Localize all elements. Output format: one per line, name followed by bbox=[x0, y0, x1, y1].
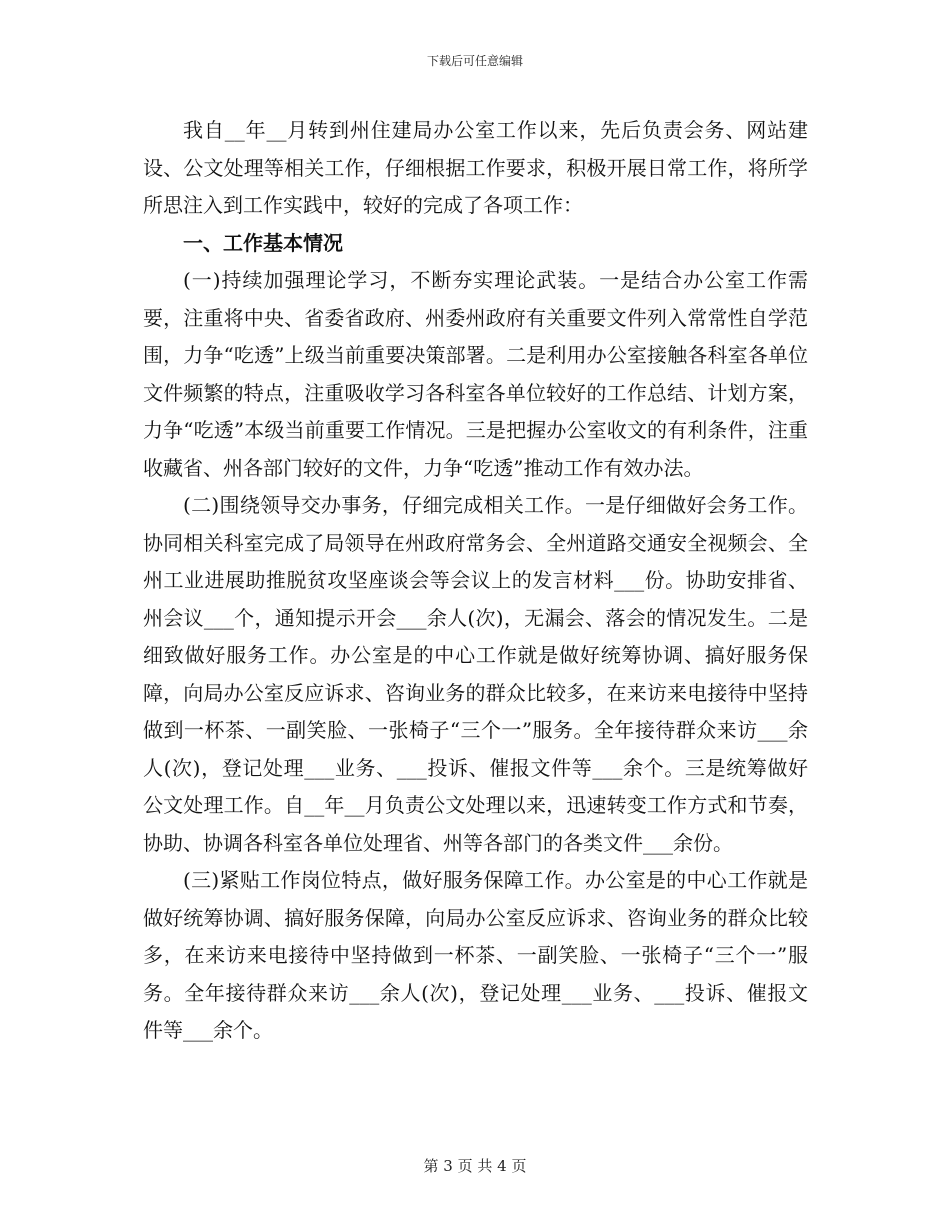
section-heading: 一、工作基本情况 bbox=[183, 230, 343, 255]
page-header: 下载后可任意编辑 bbox=[426, 54, 523, 68]
document-body bbox=[143, 112, 808, 1050]
intro-paragraph: 我自__年__月转到州住建局办公室工作以来，先后负责会务、网站建设、公文处理等相关工作，仔细根据工作要求，积极开展日常工作，将所学所思注入到工作实践中，较好的完成了各项工作： bbox=[143, 118, 808, 217]
page-number: 第 3 页 共 4 页 bbox=[423, 1157, 527, 1175]
paragraph-item-2: (二)围绕领导交办事务，仔细完成相关工作。一是仔细做好会务工作。协同相关科室完成了局领导在州政府常务会、全州道路交通安全视频会、全州工业进展助推脱贫攻坚座谈会等会议上的发言材料___份。协助安排省、州会议___个，通知提示开会___余人(次)，无漏会、落会的情况发生。二是细致做好服务工作。办公室是的中心工作就是做好统筹协调、搞好服务保障，向局办公室反应诉求、咨询业务的群众比较多，在来访来电接待中坚持做到一杯茶、一副笑脸、一张椅子“三个一”服务。全年接待群众来访___余人(次)，登记处理___业务、___投诉、催报文件等___余个。三是统筹做好公文处理工作。自__年__月负责公文处理以来，迅速转变工作方式和节奏，协助、协调各科室各单位处理省、州等各部门的各类文件___余份。 bbox=[143, 493, 808, 855]
paragraph-item-3: (三)紧贴工作岗位特点，做好服务保障工作。办公室是的中心工作就是做好统筹协调、搞好服务保障，向局办公室反应诉求、咨询业务的群众比较多，在来访来电接待中坚持做到一杯茶、一副笑脸、一张椅子“三个一”服务。全年接待群众来访___余人(次)，登记处理___业务、___投诉、催报文件等___余个。 bbox=[143, 868, 808, 1042]
paragraph-item-1: (一)持续加强理论学习，不断夯实理论武装。一是结合办公室工作需要，注重将中央、省委省政府、州委州政府有关重要文件列入常常性自学范围，力争“吃透”上级当前重要决策部署。二是利用办公室接触各科室各单位文件频繁的特点，注重吸收学习各科室各单位较好的工作总结、计划方案，力争“吃透”本级当前重要工作情况。三是把握办公室收文的有利条件，注重收藏省、州各部门较好的文件，力争“吃透”推动工作有效办法。 bbox=[143, 268, 808, 480]
